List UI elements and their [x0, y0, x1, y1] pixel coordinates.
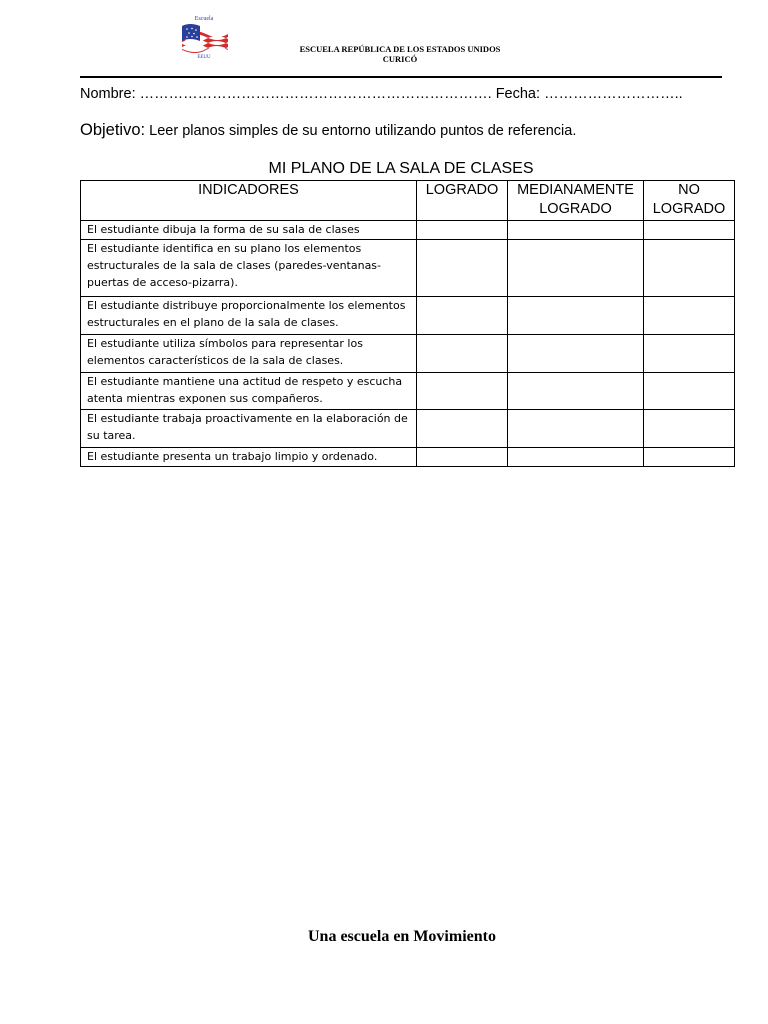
no-logrado-cell[interactable] — [644, 297, 735, 335]
no-logrado-cell[interactable] — [644, 373, 735, 410]
rubric-table — [80, 180, 735, 467]
school-name: ESCUELA REPÚBLICA DE LOS ESTADOS UNIDOS — [299, 44, 501, 54]
logo-bottom-text: EEUU — [197, 55, 211, 60]
table-title: MI PLANO DE LA SALA DE CLASES — [268, 160, 534, 177]
indicator-text: El estudiante presenta un trabajo limpio y ordenado. — [81, 448, 417, 467]
no-logrado-cell[interactable] — [644, 335, 735, 373]
logo-arc-text: Escuela — [194, 16, 214, 22]
table-row — [81, 373, 735, 410]
no-logrado-cell[interactable] — [644, 448, 735, 467]
medianamente-cell[interactable] — [508, 240, 644, 297]
header-no-logrado: NO LOGRADO — [644, 181, 735, 221]
indicator-text: El estudiante trabaja proactivamente en la elaboración de su tarea. — [81, 410, 417, 448]
logrado-cell[interactable] — [417, 448, 508, 467]
indicator-text: El estudiante distribuye proporcionalmente los elementos estructurales en el plano de la sala de clases. — [81, 297, 417, 335]
logrado-cell[interactable] — [417, 240, 508, 297]
header-medianamente-logrado: MEDIANAMENTE LOGRADO — [508, 181, 644, 221]
header-divider — [80, 76, 722, 78]
medianamente-cell[interactable] — [508, 410, 644, 448]
fecha-label: Fecha: — [491, 86, 545, 102]
no-logrado-cell[interactable] — [644, 221, 735, 240]
medianamente-cell[interactable] — [508, 297, 644, 335]
objective-text: Leer planos simples de su entorno utilizando puntos de referencia. — [145, 123, 577, 139]
table-row — [81, 297, 735, 335]
table-row — [81, 221, 735, 240]
indicator-text: El estudiante identifica en su plano los elementos estructurales de la sala de clases (paredes-ventanas-puertas de acceso-pizarra). — [81, 240, 417, 297]
school-city: CURICÓ — [382, 54, 418, 64]
logrado-cell[interactable] — [417, 221, 508, 240]
logrado-cell[interactable] — [417, 410, 508, 448]
footer-slogan: Una escuela en Movimiento — [308, 928, 496, 945]
table-row — [81, 335, 735, 373]
logrado-cell[interactable] — [417, 373, 508, 410]
medianamente-cell[interactable] — [508, 221, 644, 240]
medianamente-cell[interactable] — [508, 335, 644, 373]
no-logrado-cell[interactable] — [644, 410, 735, 448]
no-logrado-cell[interactable] — [644, 240, 735, 297]
medianamente-cell[interactable] — [508, 448, 644, 467]
table-row — [81, 410, 735, 448]
header-indicadores: INDICADORES — [81, 181, 417, 221]
name-date-line — [80, 86, 683, 102]
school-header — [230, 44, 570, 64]
flag-icon — [182, 24, 228, 53]
objective-label: Objetivo: — [80, 121, 146, 139]
indicator-text: El estudiante utiliza símbolos para representar los elementos característicos de la sala de clases. — [81, 335, 417, 373]
fecha-blank: ……………………….. — [544, 86, 683, 102]
nombre-label: Nombre: — [80, 86, 140, 102]
objective-line — [80, 121, 576, 140]
logrado-cell[interactable] — [417, 335, 508, 373]
indicator-text: El estudiante dibuja la forma de su sala de clases — [81, 221, 417, 240]
logrado-cell[interactable] — [417, 297, 508, 335]
table-header-row — [81, 181, 735, 221]
school-logo — [176, 12, 232, 62]
table-row — [81, 240, 735, 297]
header-logrado: LOGRADO — [417, 181, 508, 221]
table-row — [81, 448, 735, 467]
nombre-blank: ………………………………………………………………. — [139, 86, 492, 102]
indicator-text: El estudiante mantiene una actitud de respeto y escucha atenta mientras exponen sus compañeros. — [81, 373, 417, 410]
medianamente-cell[interactable] — [508, 373, 644, 410]
